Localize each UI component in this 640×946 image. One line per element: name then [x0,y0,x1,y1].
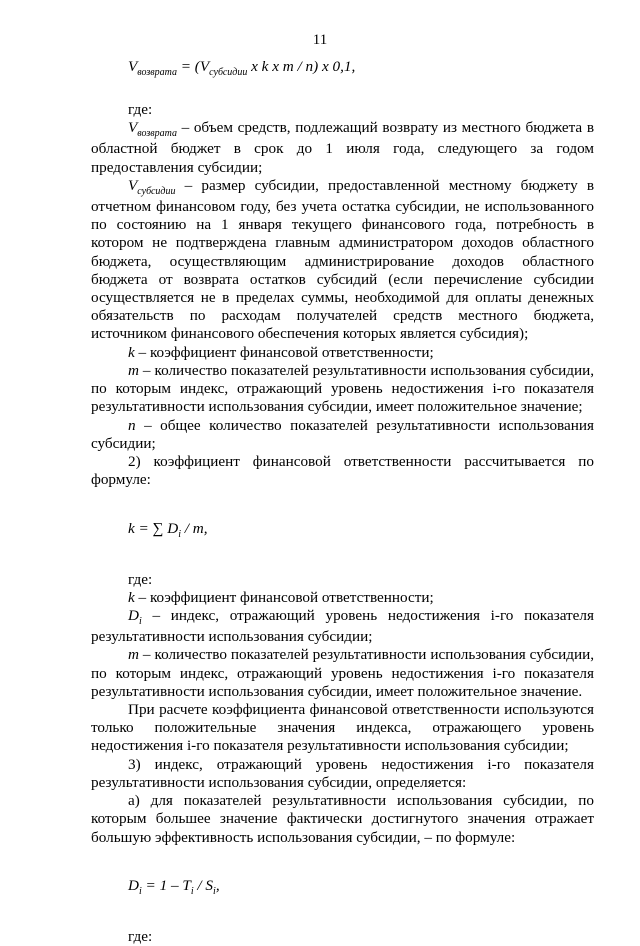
definition-m: m – количество показателей результативности использования субсидии, по которым индекс, отражающий уровень недостижения i-го показателя результативности использования субсидии, имеет положительное значение. [91,646,594,700]
paragraph-positive-values: При расчете коэффициента финансовой ответственности используются только положительные значения индекса, отражающего уровень недостижения i-го показателя результативности использования субсидии; [91,701,594,755]
definition-v-subsidy: $V_{субсидии}$ – размер субсидии, предоставленной местному бюджету в отчетном финансовом году, без учета остатка субсидии, не использованного по состоянию на 1 января текущего финансового года, потребность в котором не подтверждена главным администратором доходов областного бюджета, осуществляющим администрирование доходов областного бюджета от возврата остатков субсидий (если перечисление субсидии осуществляется не в пределах суммы, необходимой для оплаты денежных обязательств по расходам получателей средств местного бюджета, источником финансового обеспечения которых является субсидия); [91,176,594,343]
item-3-text: 3) индекс, отражающий уровень недостижения i-го показателя результативности использования субсидии, определяется: [91,755,594,791]
definition-v-return: $V_{возврата}$ – объем средств, подлежащий возврату из местного бюджета в областной бюджет в срок до 1 июля года, следующего за годом предоставления субсидии; [91,119,594,176]
where-label: где: [128,927,153,945]
where-label: где: [128,570,153,588]
definition-k: k – коэффициент финансовой ответственности; [128,343,434,361]
formula-coefficient-k: k = ∑ $D_i$ / m, [128,519,208,540]
page-content [91,58,594,946]
definition-d-i: $D_i$ – индекс, отражающий уровень недостижения i-го показателя результативности использования субсидии; [91,607,594,646]
definition-m: m – количество показателей результативности использования субсидии, по которым индекс, отражающий уровень недостижения i-го показателя результативности использования субсидии, имеет положительное значение; [91,361,594,416]
definition-k: k – коэффициент финансовой ответственности; [128,588,434,606]
item-3a-text: а) для показателей результативности использования субсидии, по которым большее значение фактически достигнутого значения отражает большую эффективность использования субсидии, – по формуле: [91,792,594,846]
formula-index-d-i: $D_i = 1 - T_i / S_i$, [128,876,220,897]
item-2-text: 2) коэффициент финансовой ответственности рассчитывается по формуле: [91,453,594,489]
page-number: 11 [312,32,328,48]
definition-n: n – общее количество показателей результативности использования субсидии; [91,416,594,452]
formula-return-volume: $V_{возврата} = (V_{субсидии}$ x k x m / n) x 0,1, [128,58,356,79]
where-label: где: [128,101,153,119]
